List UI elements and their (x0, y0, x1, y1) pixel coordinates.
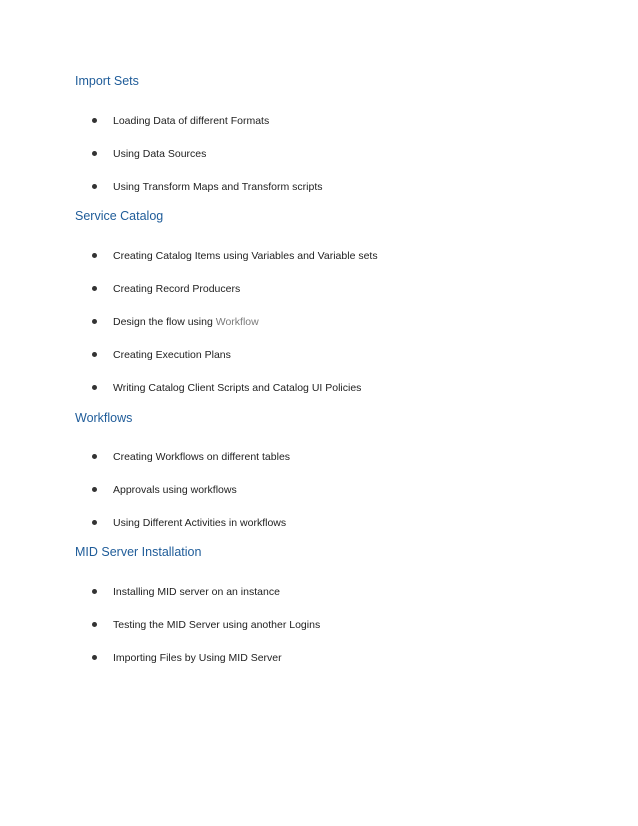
bullet-icon (92, 184, 97, 189)
bullet-icon (92, 454, 97, 459)
list-item-text: Using Transform Maps and Transform scripts (113, 181, 323, 193)
section-heading-mid-server-installation: MID Server Installation (75, 545, 202, 559)
list-item-text: Loading Data of different Formats (113, 115, 270, 127)
list-item-text: Creating Execution Plans (113, 349, 231, 361)
bullet-icon (92, 655, 97, 660)
list-item-text: Writing Catalog Client Scripts and Catalog UI Policies (113, 382, 362, 394)
bullet-icon (92, 622, 97, 627)
bullet-icon (92, 487, 97, 492)
list-item-text: Creating Catalog Items using Variables and Variable sets (113, 250, 378, 262)
section-heading-service-catalog: Service Catalog (75, 209, 164, 223)
list-item-text: Importing Files by Using MID Server (113, 652, 282, 664)
list-item-text: Creating Workflows on different tables (113, 451, 291, 463)
list-item-text: Approvals using workflows (113, 484, 237, 496)
bullet-icon (92, 385, 97, 390)
list-item-text: Using Different Activities in workflows (113, 517, 287, 529)
workflow-link[interactable]: Workflow (215, 316, 259, 328)
bullet-icon (92, 319, 97, 324)
list-item-text (113, 316, 259, 328)
list-item-text: Creating Record Producers (113, 283, 241, 295)
list-item-text: Testing the MID Server using another Logins (113, 619, 321, 631)
bullet-icon (92, 520, 97, 525)
list-item-text-lead: Design the flow using (113, 316, 213, 328)
bullet-icon (92, 589, 97, 594)
section-heading-workflows: Workflows (75, 411, 133, 425)
bullet-icon (92, 253, 97, 258)
list-item-text: Installing MID server on an instance (113, 586, 280, 598)
bullet-icon (92, 118, 97, 123)
section-heading-import-sets: Import Sets (75, 74, 139, 88)
list-item-text: Using Data Sources (113, 148, 207, 160)
bullet-icon (92, 151, 97, 156)
bullet-icon (92, 286, 97, 291)
bullet-icon (92, 352, 97, 357)
